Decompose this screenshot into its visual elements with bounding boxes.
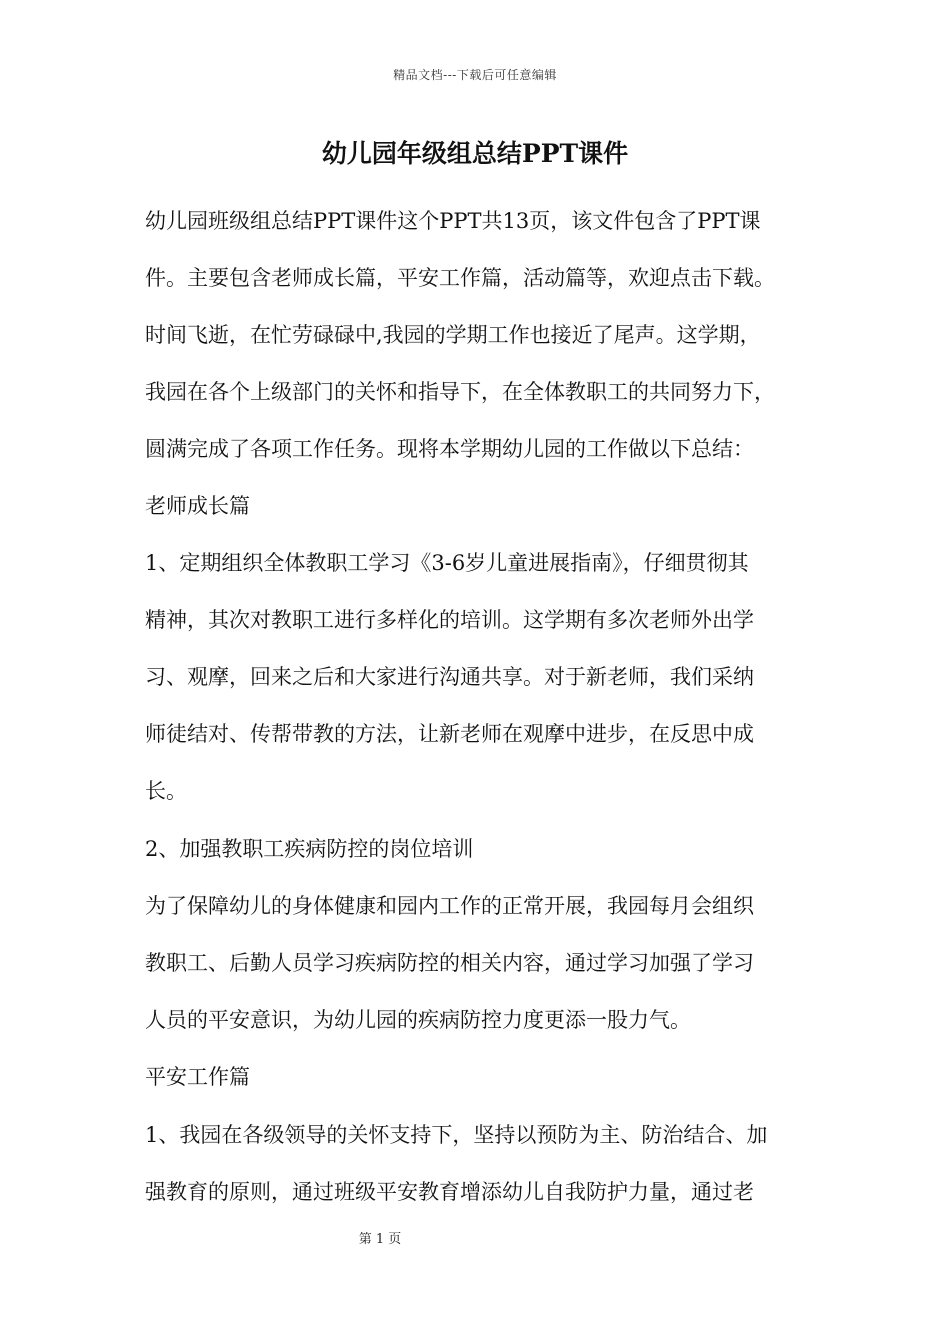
body-line: 人员的平安意识，为幼儿园的疾病防控力度更添一股力气。 bbox=[145, 1008, 691, 1032]
body-line: 2、加强教职工疾病防控的岗位培训 bbox=[145, 837, 474, 861]
body-line: 时间飞逝，在忙劳碌碌中,我园的学期工作也接近了尾声。这学期， bbox=[145, 323, 761, 347]
section-heading: 老师成长篇 bbox=[145, 494, 250, 518]
body-line: 为了保障幼儿的身体健康和园内工作的正常开展，我园每月会组织 bbox=[145, 894, 754, 918]
body-line: 习、观摩，回来之后和大家进行沟通共享。对于新老师，我们采纳 bbox=[145, 665, 754, 689]
body-line: 件。主要包含老师成长篇，平安工作篇，活动篇等，欢迎点击下载。 bbox=[145, 266, 775, 290]
document-title: 幼儿园年级组总结PPT课件 bbox=[321, 139, 629, 168]
body-line: 强教育的原则，通过班级平安教育增添幼儿自我防护力量，通过老 bbox=[145, 1180, 754, 1204]
body-line: 教职工、后勤人员学习疾病防控的相关内容，通过学习加强了学习 bbox=[145, 951, 754, 975]
body-line: 1、我园在各级领导的关怀支持下，坚持以预防为主、防治结合、加 bbox=[145, 1123, 768, 1147]
body-line: 精神，其次对教职工进行多样化的培训。这学期有多次老师外出学 bbox=[145, 608, 754, 632]
page-number: 第 1 页 bbox=[358, 1232, 402, 1247]
body-line: 圆满完成了各项工作任务。现将本学期幼儿园的工作做以下总结： bbox=[145, 437, 754, 461]
body-line: 1、定期组织全体教职工学习《3-6岁儿童进展指南》，仔细贯彻其 bbox=[145, 551, 749, 575]
section-heading: 平安工作篇 bbox=[145, 1065, 250, 1089]
body-line: 师徒结对、传帮带教的方法，让新老师在观摩中进步，在反思中成 bbox=[145, 722, 754, 746]
body-line: 我园在各个上级部门的关怀和指导下，在全体教职工的共同努力下， bbox=[145, 380, 775, 404]
body-line: 幼儿园班级组总结PPT课件这个PPT共13页，该文件包含了PPT课 bbox=[145, 209, 761, 233]
page-header: 精品文档---下载后可任意编辑 bbox=[393, 68, 557, 82]
body-line: 长。 bbox=[145, 779, 187, 803]
